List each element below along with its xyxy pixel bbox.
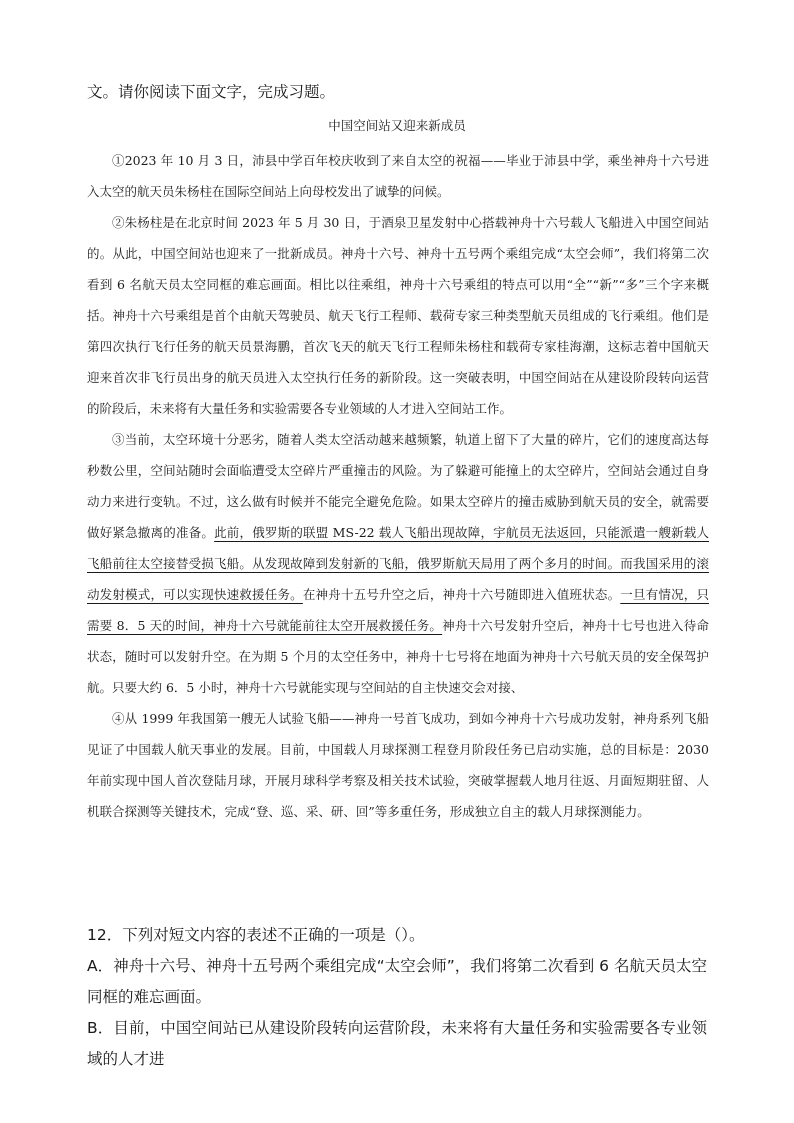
paragraph-3 (87, 424, 709, 703)
article-title: 中国空间站又迎来新成员 (328, 118, 466, 133)
option-a: A．神舟十六号、神舟十五号两个乘组完成“太空会师”，我们将第二次看到 6 名航天员太空同框的难忘画面。 (87, 957, 707, 1006)
option-b: B．目前，中国空间站已从建设阶段转向运营阶段，未来将有大量任务和实验需要各专业领域的人才进 (87, 1019, 707, 1068)
intro-text: 文。请你阅读下面文字，完成习题。 (87, 83, 336, 101)
question-12 (87, 920, 707, 1075)
paragraph-3-text-c: 神舟十六号发射升空后，神舟十七号也进入待命状态，随时可以发射升空。在为期 5 个月的太空任务中，神舟十七号将在地面为神舟十六号航天员的安全保驾护航。只要大约 6．5 小时，神舟十六号就能实现与空间站的自主快速交会对接、 (87, 618, 709, 695)
underlined-passage-2: 一旦有情况，只需要 8．5 天的时间，神舟十六号就能前往太空开展救援任务。 (87, 587, 709, 633)
underlined-passage-1: 此前，俄罗斯的联盟 MS-22 载人飞船出现故障，宇航员无法返回，只能派遣一艘新载人飞船前往太空接替受损飞船。从发现故障到发射新的飞船，俄罗斯航天局用了两个多月的时间。而我国采用的滚动发射模式，可以实现快速救援任务。 (87, 525, 709, 602)
article-body (87, 145, 709, 827)
paragraph-4: ④从 1999 年我国第一艘无人试验飞船——神舟一号首飞成功，到如今神舟十六号成功发射，神舟系列飞船见证了中国载人航天事业的发展。目前，中国载人月球探测工程登月阶段任务已启动实施，总的目标是：2030 年前实现中国人首次登陆月球，开展月球科学考察及相关技术试验，突破掌握载人地月往返、月面短期驻留、人机联合探测等关键技术，完成“登、巡、采、研、回”等多重任务，形成独立自主的载人月球探测能力。 (87, 711, 709, 819)
question-stem: 12．下列对短文内容的表述不正确的一项是（）。 (87, 926, 425, 944)
paragraph-2: ②朱杨柱是在北京时间 2023 年 5 月 30 日，于酒泉卫星发射中心搭载神舟十六号载人飞船进入中国空间站的。从此，中国空间站也迎来了一批新成员。神舟十六号、神舟十五号两个乘组完成“太空会师”，我们将第二次看到 6 名航天员太空同框的难忘画面。相比以往乘组，神舟十六号乘组的特点可以用“全”“新”“多”三个字来概括。神舟十六号乘组是首个由航天驾驶员、航天飞行工程师、载荷专家三种类型航天员组成的飞行乘组。他们是第四次执行飞行任务的航天员景海鹏，首次飞天的航天飞行工程师朱杨柱和载荷专家桂海潮，这标志着中国航天迎来首次非飞行员出身的航天员进入太空执行任务的新阶段。这一突破表明，中国空间站在从建设阶段转向运营的阶段后，未来将有大量任务和实验需要各专业领域的人才进入空间站工作。 (87, 215, 709, 416)
paragraph-1: ①2023 年 10 月 3 日，沛县中学百年校庆收到了来自太空的祝福——毕业于沛县中学，乘坐神舟十六号进入太空的航天员朱杨柱在国际空间站上向母校发出了诚挚的问候。 (87, 153, 709, 199)
paragraph-3-text-a: ③当前，太空环境十分恶劣，随着人类太空活动越来越频繁，轨道上留下了大量的碎片，它们的速度高达每秒数公里，空间站随时会面临遭受太空碎片严重撞击的风险。为了躲避可能撞上的太空碎片，空间站会通过自身动力来进行变轨。不过，这么做有时候并不能完全避免危险。如果太空碎片的撞击威胁到航天员的安全，就需要做好紧急撤离的准备。 (87, 432, 709, 540)
paragraph-3-text-b: 在神舟十五号升空之后，神舟十六号随即进入值班状态。 (302, 587, 621, 602)
